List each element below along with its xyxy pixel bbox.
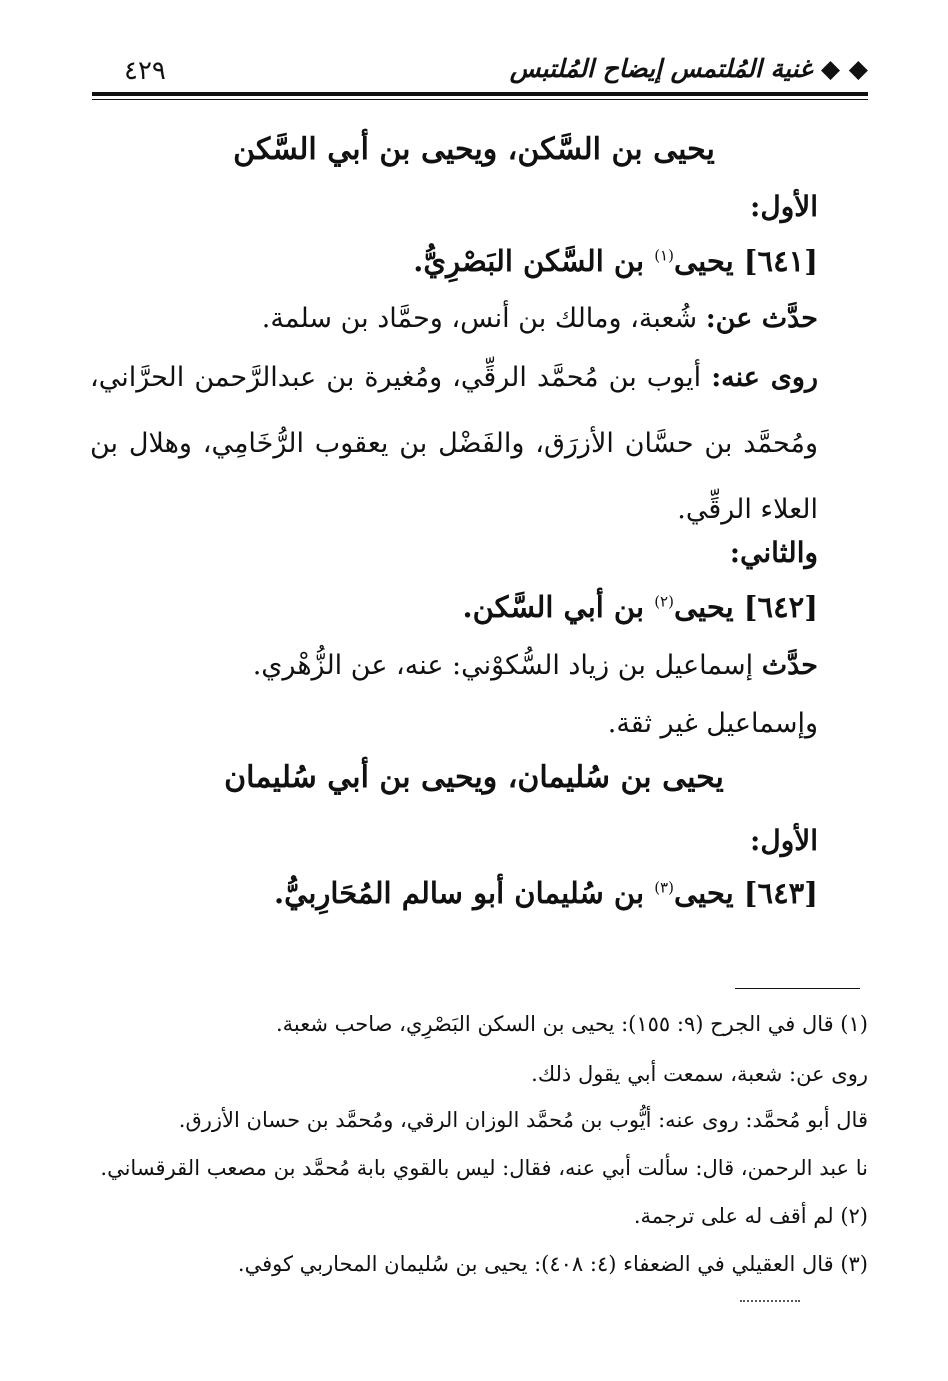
entry-number: [٦٤١] bbox=[743, 244, 818, 278]
entry-rest: بن سُليمان أبو سالم المُحَارِبيُّ. bbox=[274, 876, 645, 910]
header-rule-thick bbox=[92, 92, 868, 96]
page-end-dots bbox=[740, 1300, 800, 1304]
entry-name: يحيى bbox=[673, 244, 734, 278]
rawa-641 bbox=[90, 345, 818, 543]
footnote-line: نا عبد الرحمن، قال: سألت أبي عنه، فقال: ليس بالقوي بابة مُحمَّد بن مصعب القرقساني. bbox=[100, 1156, 868, 1180]
entry-642 bbox=[462, 590, 818, 624]
header-bullets: ◆ ◆ bbox=[820, 54, 868, 83]
footnote-ref: (٣) bbox=[654, 878, 674, 897]
footnote-line: روى عن: شعبة، سمعت أبي يقول ذلك. bbox=[531, 1062, 868, 1086]
haddath-641 bbox=[262, 303, 818, 334]
haddath-label: حدَّث bbox=[761, 650, 818, 681]
running-title bbox=[510, 54, 868, 83]
page-number: ٤٢٩ bbox=[124, 56, 166, 86]
page-header bbox=[92, 48, 868, 88]
haddath-text: إسماعيل بن زياد السُّكوْني: عنه، عن الزُّهْري. bbox=[252, 650, 754, 681]
footnote-separator bbox=[735, 988, 860, 989]
section-heading-1: يحيى بن السَّكن، ويحيى بن أبي السَّكن bbox=[233, 132, 715, 167]
entry-number: [٦٤٣] bbox=[743, 876, 818, 910]
footnote-line: (١) قال في الجرح (٩: ١٥٥): يحيى بن السكن البَصْرِي، صاحب شعبة. bbox=[276, 1012, 868, 1036]
entry-rest: بن أبي السَّكن. bbox=[462, 590, 645, 624]
footnote-ref: (٢) bbox=[654, 592, 674, 611]
rawa-label: روى عنه: bbox=[711, 362, 818, 393]
second-label: والثاني: bbox=[729, 536, 818, 569]
note-642: وإسماعيل غير ثقة. bbox=[607, 708, 818, 739]
footnote-line: قال أبو مُحمَّد: روى عنه: أيُّوب بن مُحمَّد الوزان الرقي، ومُحمَّد بن حسان الأزرق. bbox=[178, 1108, 868, 1132]
footnote-line: (٣) قال العقيلي في الضعفاء (٤: ٤٠٨): يحيى بن سُليمان المحاربي كوفي. bbox=[237, 1252, 868, 1276]
rawa-text: أيوب بن مُحمَّد الرقِّي، ومُغيرة بن عبدالرَّحمن الحرَّاني، ومُحمَّد بن حسَّان الأزرَق، والفَضْل بن يعقوب الرُّخَامِي، وهلال بن العلاء الرقِّي. bbox=[90, 362, 818, 525]
entry-641 bbox=[413, 244, 818, 278]
haddath-text: شُعبة، ومالك بن أنس، وحمَّاد بن سلمة. bbox=[261, 303, 698, 334]
entry-name: يحيى bbox=[673, 590, 734, 624]
footnote-line: (٢) لم أقف له على ترجمة. bbox=[633, 1204, 868, 1228]
haddath-642 bbox=[253, 650, 818, 681]
header-rule-thin bbox=[92, 99, 868, 100]
footnote-ref: (١) bbox=[654, 246, 674, 265]
first-label-1: الأول: bbox=[750, 190, 818, 223]
entry-number: [٦٤٢] bbox=[743, 590, 818, 624]
entry-rest: بن السَّكن البَصْرِيُّ. bbox=[413, 244, 645, 278]
section-heading-2: يحيى بن سُليمان، ويحيى بن أبي سُليمان bbox=[224, 760, 724, 795]
running-title-text: غنية المُلتمس إيضاح المُلتبس bbox=[509, 54, 813, 83]
first-label-2: الأول: bbox=[750, 824, 818, 857]
entry-name: يحيى bbox=[673, 876, 734, 910]
entry-643 bbox=[274, 876, 818, 910]
haddath-label: حدَّث عن: bbox=[705, 303, 818, 334]
